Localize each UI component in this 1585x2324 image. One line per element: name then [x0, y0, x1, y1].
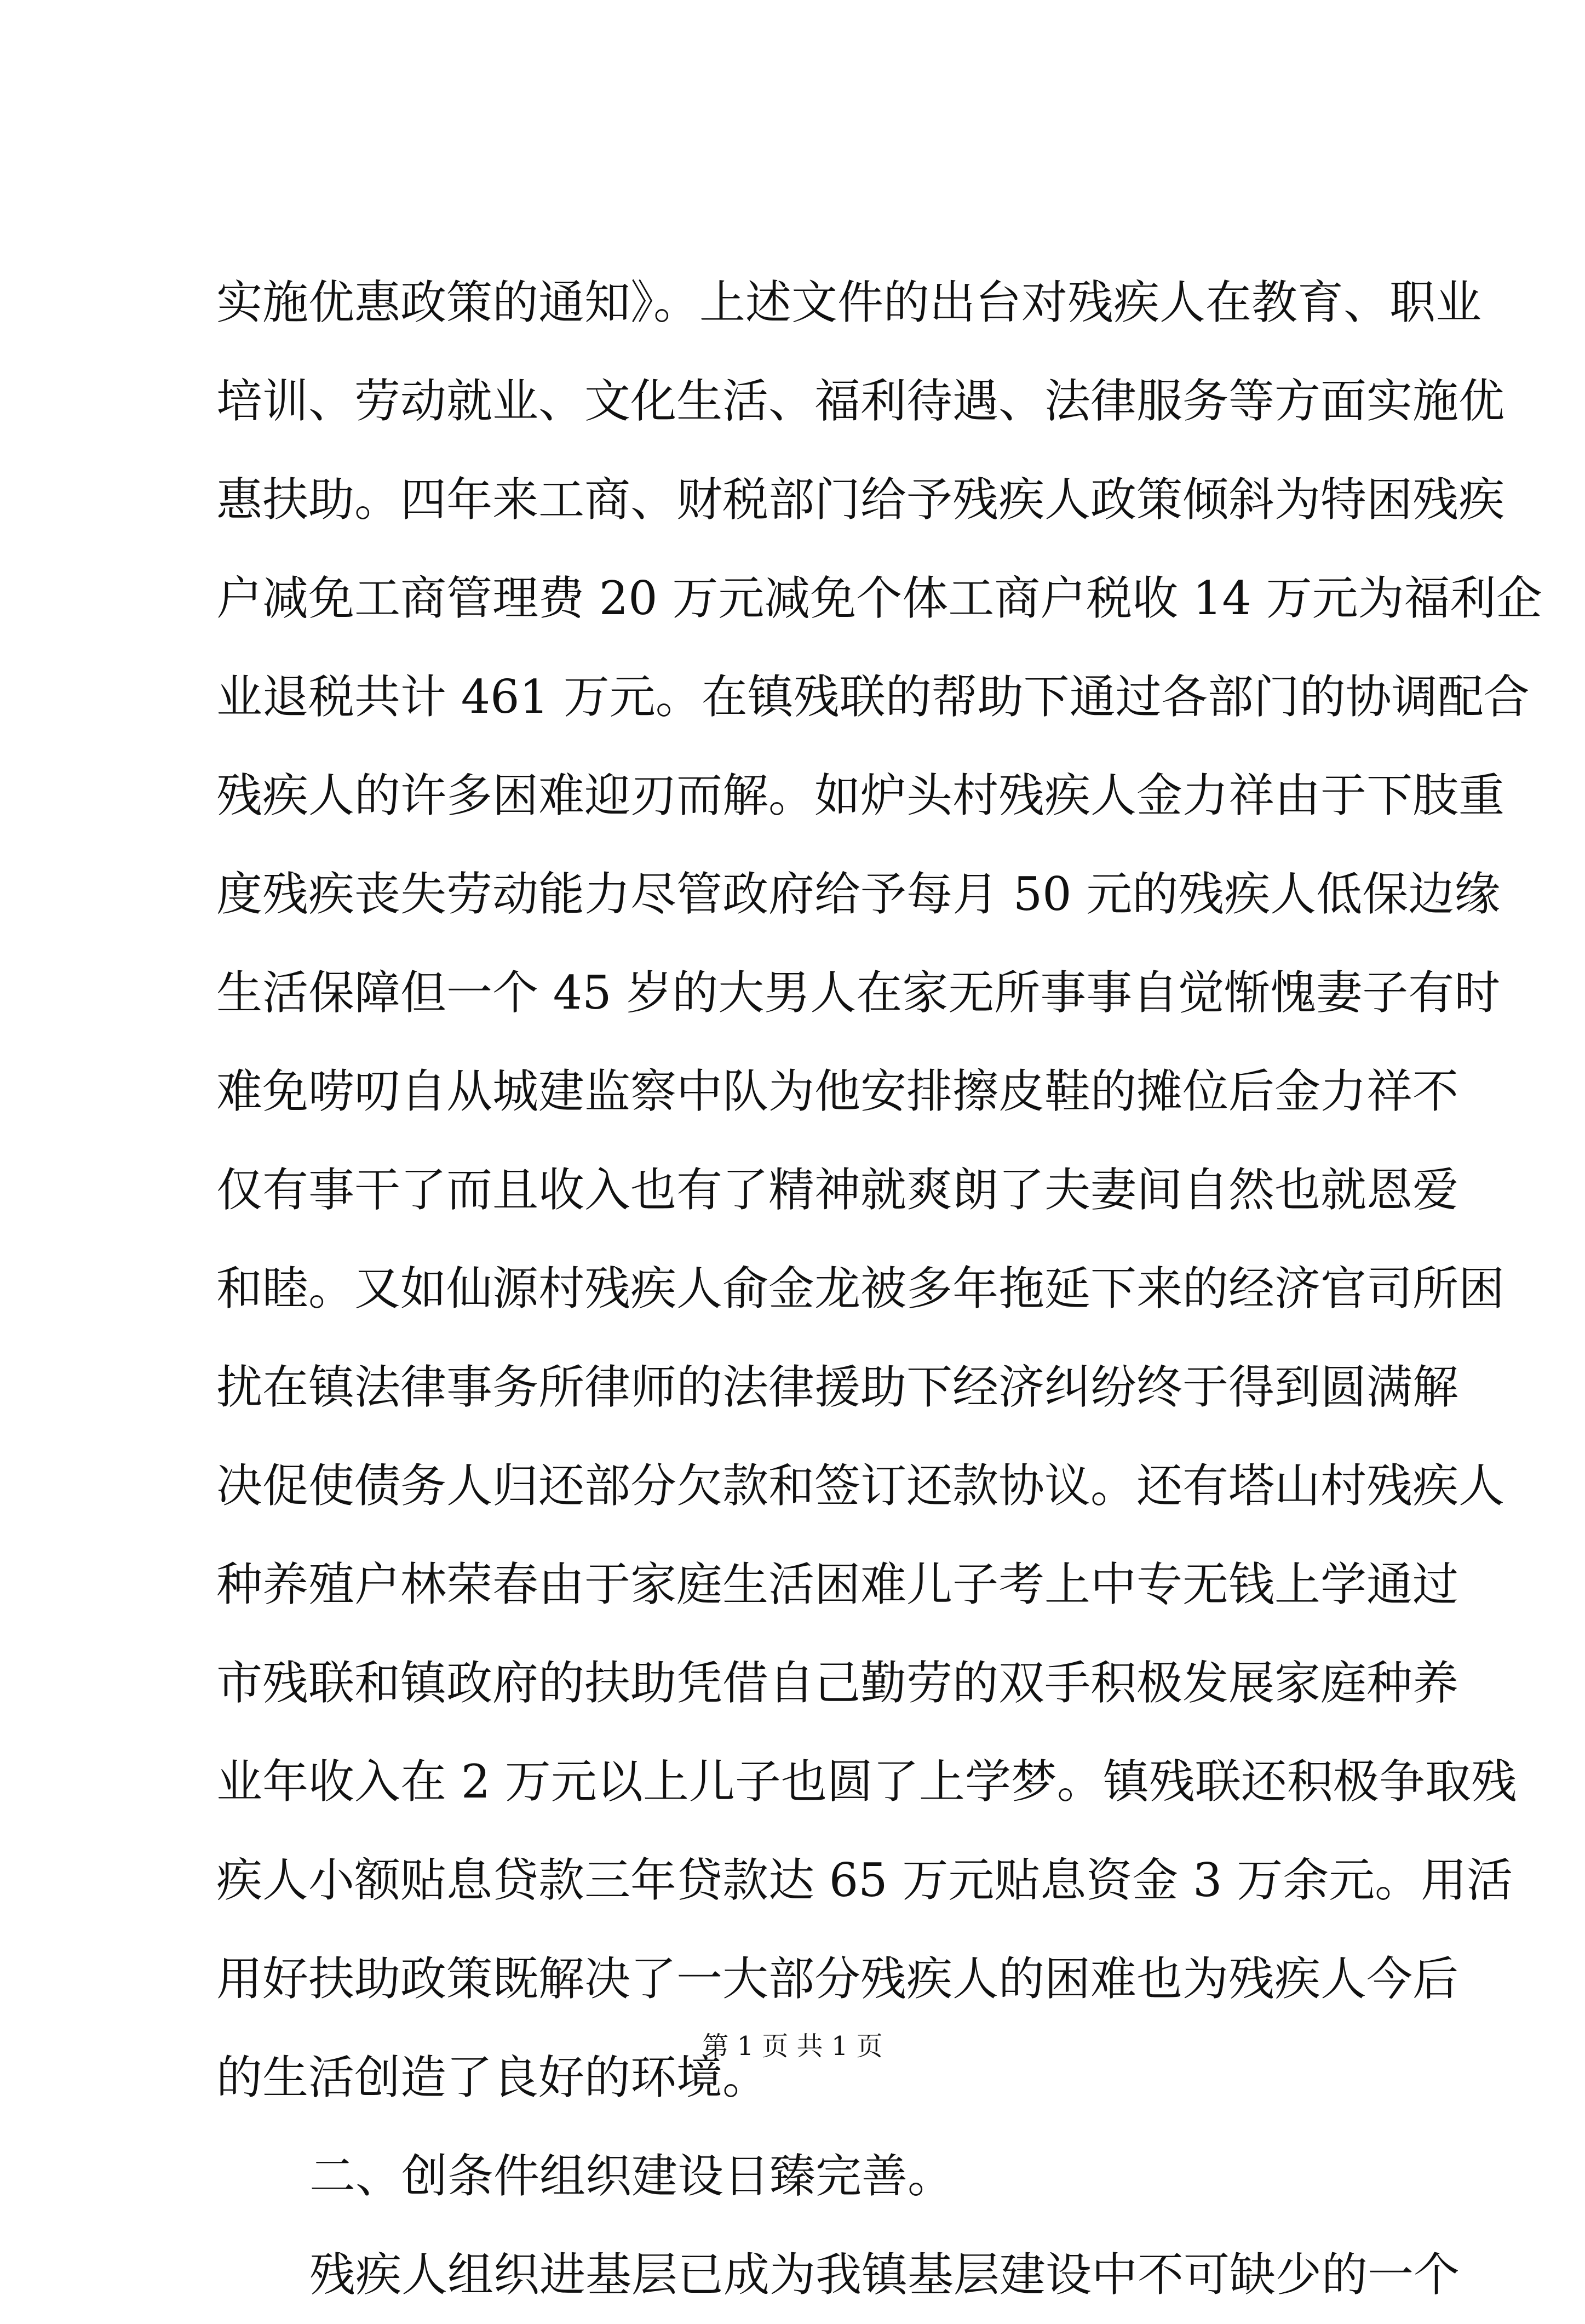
body-line-12: 扰在镇法律事务所律师的法律援助下经济纠纷终于得到圆满解	[216, 1360, 1459, 1414]
body-line-13: 决促使债务人归还部分欠款和签订还款协议。还有塔山村残疾人	[216, 1459, 1505, 1513]
body-line-1: 实施优惠政策的通知》。上述文件的出台对残疾人在教育、职业	[216, 276, 1482, 329]
body-line-5: 业退税共计 461 万元。在镇残联的帮助下通过各部门的协调配合	[216, 670, 1530, 724]
body-line-14: 种养殖户林荣春由于家庭生活困难儿子考上中专无钱上学通过	[216, 1558, 1459, 1611]
section-heading: 二、创条件组织建设日臻完善。	[309, 2149, 954, 2203]
body-line-2: 培训、劳动就业、文化生活、福利待遇、法律服务等方面实施优	[216, 374, 1505, 428]
body-line-3: 惠扶助。四年来工商、财税部门给予残疾人政策倾斜为特困残疾	[216, 473, 1505, 526]
body-line-8: 生活保障但一个 45 岁的大男人在家无所事事自觉惭愧妻子有时	[216, 966, 1501, 1020]
body-line-18: 用好扶助政策既解决了一大部分残疾人的困难也为残疾人今后	[216, 1952, 1459, 2006]
page-footer: 第 1 页 共 1 页	[702, 2031, 883, 2062]
next-paragraph-line: 残疾人组织进基层已成为我镇基层建设中不可缺少的一个	[309, 2248, 1460, 2302]
body-line-10: 仅有事干了而且收入也有了精神就爽朗了夫妻间自然也就恩爱	[216, 1163, 1459, 1217]
body-line-19: 的生活创造了良好的环境。	[216, 2051, 769, 2104]
body-line-7: 度残疾丧失劳动能力尽管政府给予每月 50 元的残疾人低保边缘	[216, 867, 1501, 921]
body-line-6: 残疾人的许多困难迎刃而解。如炉头村残疾人金力祥由于下肢重	[216, 769, 1505, 822]
body-line-4: 户减免工商管理费 20 万元减免个体工商户税收 14 万元为福利企	[216, 571, 1542, 625]
body-line-11: 和睦。又如仙源村残疾人俞金龙被多年拖延下来的经济官司所困	[216, 1262, 1505, 1315]
body-line-15: 市残联和镇政府的扶助凭借自己勤劳的双手积极发展家庭种养	[216, 1656, 1459, 1710]
body-line-9: 难免唠叨自从城建监察中队为他安排擦皮鞋的摊位后金力祥不	[216, 1064, 1459, 1118]
document-body	[216, 253, 1542, 2324]
body-line-17: 疾人小额贴息贷款三年贷款达 65 万元贴息资金 3 万余元。用活	[216, 1853, 1513, 1907]
body-line-16: 业年收入在 2 万元以上儿子也圆了上学梦。镇残联还积极争取残	[216, 1755, 1517, 1808]
